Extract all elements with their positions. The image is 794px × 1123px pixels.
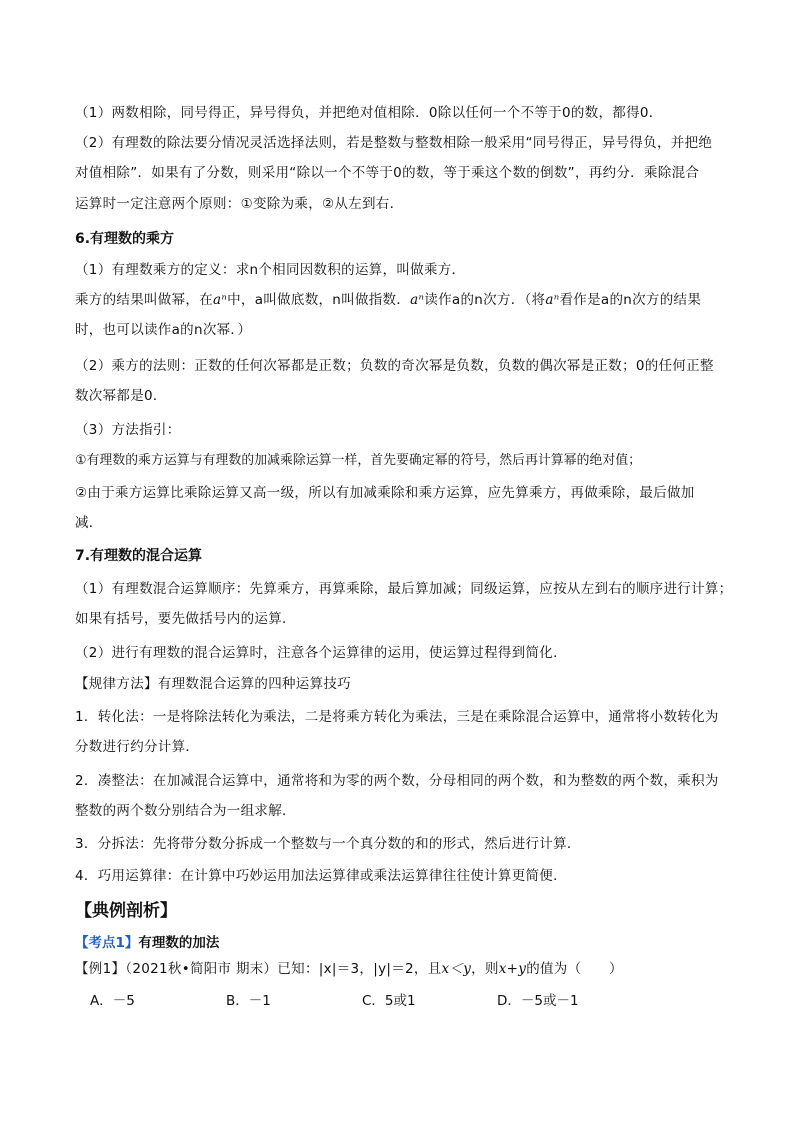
- section-heading-mixed: 7.有理数的混合运算: [75, 548, 203, 564]
- power-terms-text-2: 中，a叫做底数，n叫做指数．: [227, 292, 411, 308]
- key-point-heading: [75, 933, 219, 953]
- technique-4: 4．巧用运算律：在计算中巧妙运用加法运算律或乘法运算律往往使计算更简便．: [75, 868, 567, 884]
- power-terms-text-3: 读作a的n次方．（将: [424, 292, 546, 308]
- division-rule-2-line1: （2）有理数的除法要分情况灵活选择法则，若是整数与整数相除一般采用“同号得正，异号得负，并把绝: [75, 135, 713, 151]
- method-guide-2-line1: ②由于乘方运算比乘除运算又高一级，所以有加减乘除和乘方运算，应先算乘方，再做乘除，最后做加: [75, 485, 695, 501]
- key-point-name: 有理数的加法: [138, 935, 220, 951]
- method-guide-1: ①有理数的乘方运算与有理数的加减乘除运算一样，首先要确定幂的符号，然后再计算幂的绝对值；: [75, 453, 642, 468]
- power-terms-line2: 时，也可以读作a的n次幂．）: [75, 322, 252, 338]
- technique-3: 3．分拆法：先将带分数分拆成一个整数与一个真分数的和的形式，然后进行计算．: [75, 836, 581, 852]
- power-rule-line2: 数次幂都是0．: [75, 388, 167, 404]
- power-terms-text-1: 乘方的结果叫做幂，在: [75, 292, 213, 308]
- technique-1-line1: 1．转化法：一是将除法转化为乘法，二是将乘方转化为乘法，三是在乘除混合运算中，通常将小数转化为: [75, 709, 719, 725]
- question-condition: x＜y: [441, 961, 472, 977]
- option-a[interactable]: A．－5: [90, 993, 135, 1009]
- mixed-order-line2: 如果有括号，要先做括号内的运算．: [75, 611, 296, 627]
- technique-2-line2: 整数的两个数分别结合为一组求解．: [75, 803, 296, 819]
- power-notation: aⁿ: [213, 292, 228, 308]
- power-definition: （1）有理数乘方的定义：求n个相同因数积的运算，叫做乘方．: [75, 262, 466, 278]
- power-terms-text-4: 看作是a的n次方的结果: [559, 292, 702, 308]
- option-b[interactable]: B．－1: [226, 993, 271, 1009]
- question-text-1: 【例1】（2021秋•简阳市 期末）已知：|x|＝3，|y|＝2，且: [75, 961, 442, 977]
- power-notation: aⁿ: [545, 292, 560, 308]
- power-notation: aⁿ: [410, 292, 425, 308]
- division-rule-2-line3: 运算时一定注意两个原则：①变除为乘，②从左到右．: [75, 196, 404, 212]
- method-guide-2-line2: 减．: [75, 515, 103, 531]
- option-c[interactable]: C．5或1: [362, 993, 416, 1009]
- question-expression: x+y: [498, 961, 527, 977]
- technique-1-line2: 分数进行约分计算．: [75, 739, 200, 755]
- mixed-laws: （2）进行有理数的混合运算时，注意各个运算律的运用，使运算过程得到简化．: [75, 645, 567, 661]
- power-rule-line1: （2）乘方的法则：正数的任何次幂都是正数；负数的奇次幂是负数，负数的偶次幂是正数；0的任何正整: [75, 358, 714, 374]
- rule-method-heading: 【规律方法】有理数混合运算的四种运算技巧: [75, 676, 351, 692]
- question-text-3: 的值为（ ）: [526, 961, 623, 977]
- technique-2-line1: 2．凑整法：在加减混合运算中，通常将和为零的两个数，分母相同的两个数，和为整数的两个数，乘积为: [75, 773, 719, 789]
- examples-title: 【典例剖析】: [75, 901, 177, 921]
- question-text-2: ，则: [471, 961, 499, 977]
- mixed-order-line1: （1）有理数混合运算顺序：先算乘方，再算乘除，最后算加减；同级运算，应按从左到右的顺序进行计算；: [75, 581, 733, 597]
- section-heading-power: 6.有理数的乘方: [75, 231, 175, 247]
- division-rule-2-line2: 对值相除”．如果有了分数，则采用“除以一个不等于0的数，等于乘这个数的倒数”，再约分．乘除混合: [75, 165, 700, 181]
- key-point-tag: 【考点1】: [75, 935, 139, 951]
- method-guide-label: （3）方法指引：: [75, 422, 181, 438]
- power-terms-line1: [75, 290, 725, 310]
- option-d[interactable]: D．－5或－1: [497, 993, 579, 1009]
- example-1-question: [75, 959, 725, 979]
- division-rule-1: （1）两数相除，同号得正，异号得负，并把绝对值相除．0除以任何一个不等于0的数，都得0．: [75, 105, 663, 121]
